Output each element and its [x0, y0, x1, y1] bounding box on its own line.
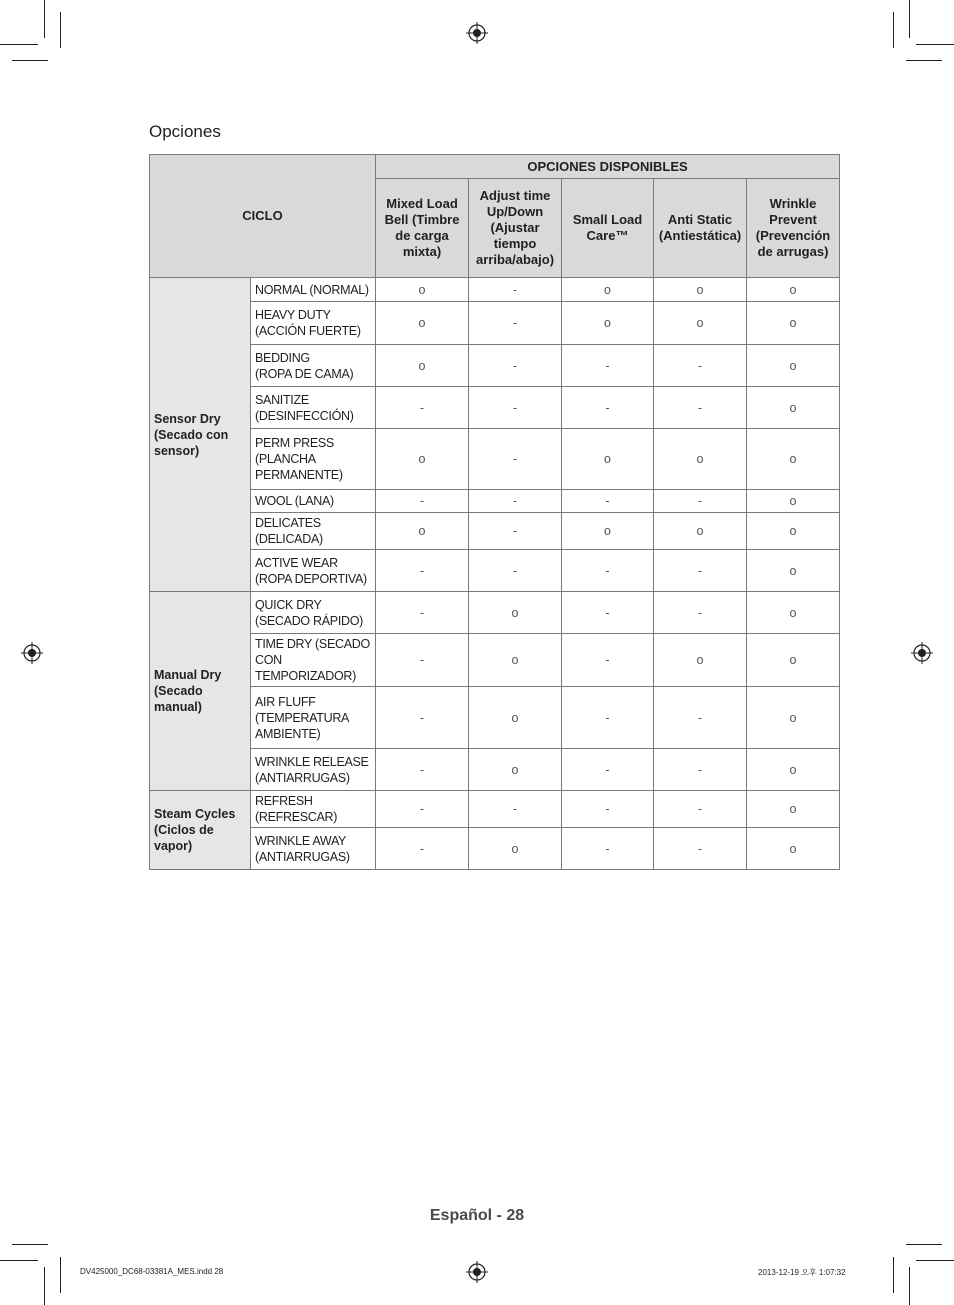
cycle-name: REFRESH (REFRESCAR): [251, 791, 376, 828]
header-options-available: OPCIONES DISPONIBLES: [376, 155, 840, 179]
option-availability: -: [376, 387, 469, 429]
option-availability: o: [747, 387, 840, 429]
crop-mark: [916, 44, 954, 45]
cycle-name: PERM PRESS (PLANCHA PERMANENTE): [251, 429, 376, 490]
table-row: [150, 592, 840, 634]
table-row: [150, 550, 840, 592]
option-availability: o: [747, 429, 840, 490]
option-availability: o: [469, 828, 562, 870]
registration-mark-icon: [21, 642, 43, 664]
option-availability: -: [469, 429, 562, 490]
table-row: [150, 791, 840, 828]
option-availability: -: [376, 490, 469, 513]
option-availability: o: [747, 828, 840, 870]
option-availability: -: [562, 791, 654, 828]
table-row: [150, 429, 840, 490]
section-title: Opciones: [149, 122, 221, 141]
crop-mark: [12, 1244, 48, 1245]
option-availability: -: [562, 687, 654, 749]
cycle-name: WRINKLE RELEASE (ANTIARRUGAS): [251, 749, 376, 791]
cycle-name: NORMAL (NORMAL): [251, 278, 376, 302]
option-availability: o: [747, 513, 840, 550]
option-availability: o: [654, 513, 747, 550]
option-availability: -: [376, 687, 469, 749]
table-row: [150, 302, 840, 345]
table-row: [150, 387, 840, 429]
option-availability: o: [747, 749, 840, 791]
option-availability: o: [747, 634, 840, 687]
table-row: [150, 828, 840, 870]
crop-mark: [0, 1260, 38, 1261]
crop-mark: [44, 0, 45, 38]
option-availability: o: [469, 749, 562, 791]
column-header-option: Mixed Load Bell (Timbre de carga mixta): [376, 179, 469, 278]
option-availability: o: [654, 278, 747, 302]
option-availability: o: [376, 345, 469, 387]
column-header-option: Wrinkle Prevent (Prevención de arrugas): [747, 179, 840, 278]
table-row: [150, 749, 840, 791]
option-availability: o: [747, 302, 840, 345]
option-availability: -: [469, 550, 562, 592]
option-availability: -: [469, 387, 562, 429]
table-row: [150, 634, 840, 687]
table-row: [150, 490, 840, 513]
cycle-name: QUICK DRY (SECADO RÁPIDO): [251, 592, 376, 634]
option-availability: -: [654, 687, 747, 749]
option-availability: -: [376, 634, 469, 687]
option-availability: -: [469, 791, 562, 828]
option-availability: -: [562, 550, 654, 592]
option-availability: -: [562, 749, 654, 791]
option-availability: -: [376, 828, 469, 870]
option-availability: o: [562, 278, 654, 302]
cycle-group-label: Steam Cycles (Ciclos de vapor): [150, 791, 251, 870]
crop-mark: [916, 1260, 954, 1261]
option-availability: o: [747, 592, 840, 634]
crop-mark: [0, 44, 38, 45]
registration-mark-icon: [466, 22, 488, 44]
print-file-name: DV425000_DC68-03381A_MES.indd 28: [80, 1267, 224, 1276]
option-availability: o: [376, 429, 469, 490]
option-availability: -: [654, 387, 747, 429]
option-availability: o: [654, 302, 747, 345]
option-availability: o: [376, 302, 469, 345]
header-cycle: CICLO: [150, 155, 376, 278]
print-timestamp: 2013-12-19 오후 1:07:32: [758, 1268, 846, 1277]
option-availability: -: [376, 749, 469, 791]
cycle-group-label: Sensor Dry (Secado con sensor): [150, 278, 251, 592]
option-availability: o: [562, 513, 654, 550]
column-header-option: Adjust time Up/Down (Ajustar tiempo arriba/abajo): [469, 179, 562, 278]
option-availability: o: [376, 513, 469, 550]
crop-mark: [893, 12, 894, 48]
cycle-name: BEDDING (ROPA DE CAMA): [251, 345, 376, 387]
option-availability: o: [654, 429, 747, 490]
option-availability: -: [562, 634, 654, 687]
option-availability: o: [654, 634, 747, 687]
option-availability: -: [469, 513, 562, 550]
crop-mark: [906, 60, 942, 61]
option-availability: -: [376, 550, 469, 592]
table-row: [150, 345, 840, 387]
option-availability: o: [747, 278, 840, 302]
option-availability: -: [654, 550, 747, 592]
crop-mark: [909, 0, 910, 38]
option-availability: o: [562, 302, 654, 345]
cycle-name: AIR FLUFF (TEMPERATURA AMBIENTE): [251, 687, 376, 749]
options-table: [149, 154, 840, 870]
option-availability: -: [376, 791, 469, 828]
option-availability: o: [747, 791, 840, 828]
option-availability: -: [654, 345, 747, 387]
option-availability: o: [469, 687, 562, 749]
option-availability: o: [747, 687, 840, 749]
registration-mark-icon: [911, 642, 933, 664]
crop-mark: [909, 1267, 910, 1305]
table-row: [150, 513, 840, 550]
option-availability: -: [469, 278, 562, 302]
crop-mark: [12, 60, 48, 61]
option-availability: -: [562, 490, 654, 513]
table-row: [150, 278, 840, 302]
option-availability: o: [747, 550, 840, 592]
option-availability: o: [562, 429, 654, 490]
cycle-name: DELICATES (DELICADA): [251, 513, 376, 550]
crop-mark: [893, 1257, 894, 1293]
option-availability: -: [562, 828, 654, 870]
crop-mark: [906, 1244, 942, 1245]
option-availability: o: [376, 278, 469, 302]
cycle-name: TIME DRY (SECADO CON TEMPORIZADOR): [251, 634, 376, 687]
option-availability: -: [562, 592, 654, 634]
option-availability: -: [562, 345, 654, 387]
crop-mark: [60, 1257, 61, 1293]
option-availability: -: [654, 592, 747, 634]
option-availability: -: [469, 490, 562, 513]
option-availability: -: [654, 828, 747, 870]
column-header-option: Anti Static (Antiestática): [654, 179, 747, 278]
cycle-name: HEAVY DUTY (ACCIÓN FUERTE): [251, 302, 376, 345]
table-row: [150, 687, 840, 749]
crop-mark: [44, 1267, 45, 1305]
option-availability: -: [469, 302, 562, 345]
option-availability: -: [562, 387, 654, 429]
cycle-group-label: Manual Dry (Secado manual): [150, 592, 251, 791]
cycle-name: WRINKLE AWAY (ANTIARRUGAS): [251, 828, 376, 870]
option-availability: o: [747, 345, 840, 387]
cycle-name: SANITIZE (DESINFECCIÓN): [251, 387, 376, 429]
option-availability: -: [654, 490, 747, 513]
option-availability: o: [747, 490, 840, 513]
option-availability: -: [376, 592, 469, 634]
option-availability: -: [654, 791, 747, 828]
option-availability: -: [469, 345, 562, 387]
option-availability: o: [469, 592, 562, 634]
cycle-name: ACTIVE WEAR (ROPA DEPORTIVA): [251, 550, 376, 592]
option-availability: -: [654, 749, 747, 791]
cycle-name: WOOL (LANA): [251, 490, 376, 513]
crop-mark: [60, 12, 61, 48]
column-header-option: Small Load Care™: [562, 179, 654, 278]
option-availability: o: [469, 634, 562, 687]
registration-mark-icon: [466, 1261, 488, 1283]
page-number: Español - 28: [429, 1207, 525, 1224]
